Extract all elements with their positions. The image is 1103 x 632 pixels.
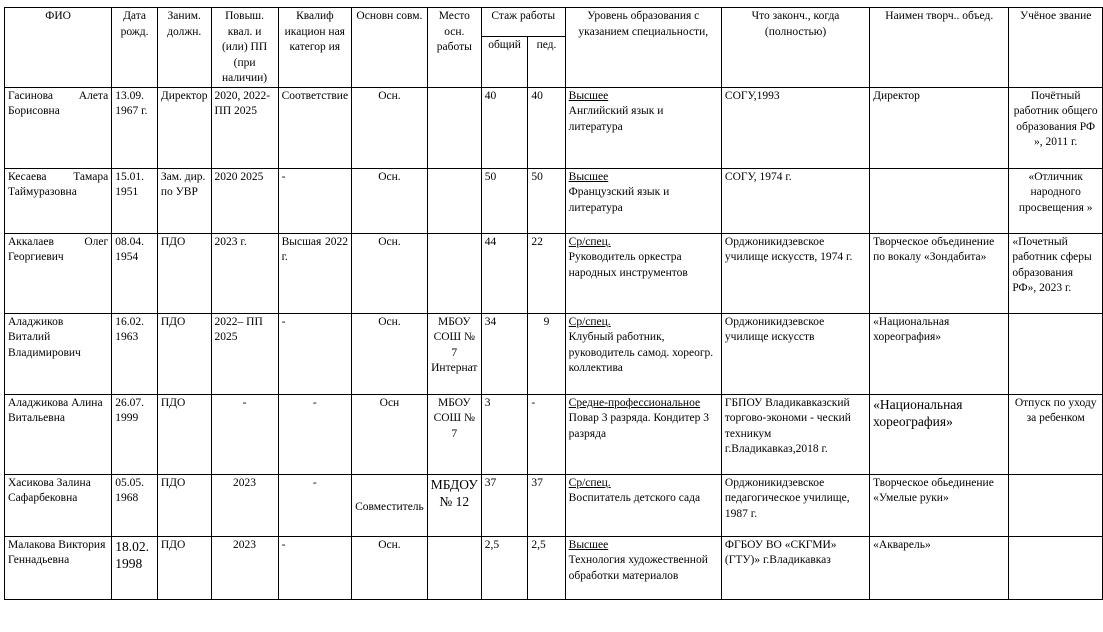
cell-qualification: 2020 2025 bbox=[211, 168, 278, 233]
cell-exp-ped: 22 bbox=[528, 233, 565, 313]
header-creative: Наимен творч.. объед. bbox=[870, 8, 1009, 88]
cell-birth: 15.01. 1951 bbox=[112, 168, 158, 233]
cell-education bbox=[565, 168, 721, 233]
cell-fio: Хасикова Залина Сафарбековна bbox=[5, 474, 112, 536]
cell-education bbox=[565, 394, 721, 474]
cell-exp-total: 3 bbox=[481, 394, 528, 474]
cell-main-part: Осн bbox=[352, 394, 428, 474]
table-row bbox=[5, 394, 1103, 474]
header-row bbox=[5, 8, 1103, 37]
cell-fio: Аладжикова Алина Витальевна bbox=[5, 394, 112, 474]
cell-main-part: Осн. bbox=[352, 168, 428, 233]
cell-education bbox=[565, 87, 721, 168]
cell-creative bbox=[870, 168, 1009, 233]
cell-graduated: СОГУ,1993 bbox=[721, 87, 869, 168]
cell-qualification: 2023 г. bbox=[211, 233, 278, 313]
header-main-part: Основн совм. bbox=[352, 8, 428, 88]
education-level: Ср/спец. bbox=[568, 315, 611, 328]
table-row bbox=[5, 233, 1103, 313]
cell-birth: 16.02. 1963 bbox=[112, 313, 158, 394]
cell-category: - bbox=[278, 168, 352, 233]
cell-exp-total: 2,5 bbox=[481, 536, 528, 599]
table-row bbox=[5, 474, 1103, 536]
cell-creative: «Акварель» bbox=[870, 536, 1009, 599]
cell-title bbox=[1009, 313, 1103, 394]
cell-title: Отпуск по уходу за ребенком bbox=[1009, 394, 1103, 474]
cell-fio: Гасинова Алета Борисовна bbox=[5, 87, 112, 168]
cell-creative: Директор bbox=[870, 87, 1009, 168]
education-specialty: Клубный работник, руководитель самод. хореогр. коллектива bbox=[568, 331, 714, 374]
cell-exp-total: 44 bbox=[481, 233, 528, 313]
table-row bbox=[5, 536, 1103, 599]
cell-position: Зам. дир. по УВР bbox=[157, 168, 211, 233]
cell-qualification: 2020, 2022-ПП 2025 bbox=[211, 87, 278, 168]
cell-exp-total: 40 bbox=[481, 87, 528, 168]
cell-creative: «Национальная хореография» bbox=[870, 394, 1009, 474]
cell-education bbox=[565, 313, 721, 394]
cell-exp-total: 34 bbox=[481, 313, 528, 394]
header-workplace: Место осн. работы bbox=[427, 8, 481, 88]
cell-main-part: Совместитель bbox=[352, 474, 428, 536]
cell-title bbox=[1009, 474, 1103, 536]
staff-document bbox=[4, 7, 1103, 600]
education-level: Высшее bbox=[568, 89, 609, 102]
cell-workplace: МБОУ СОШ № 7 bbox=[427, 394, 481, 474]
table-row bbox=[5, 168, 1103, 233]
cell-graduated: СОГУ, 1974 г. bbox=[721, 168, 869, 233]
cell-qualification: 2023 bbox=[211, 474, 278, 536]
education-level: Высшее bbox=[568, 538, 609, 551]
cell-position: ПДО bbox=[157, 474, 211, 536]
cell-exp-ped: - bbox=[528, 394, 565, 474]
cell-position: ПДО bbox=[157, 313, 211, 394]
header-experience: Стаж работы bbox=[481, 8, 565, 37]
cell-main-part: Осн. bbox=[352, 233, 428, 313]
cell-birth: 13.09. 1967 г. bbox=[112, 87, 158, 168]
cell-graduated: Орджоникидзевское педагогическое училище, 1987 г. bbox=[721, 474, 869, 536]
cell-category: Высшая 2022 г. bbox=[278, 233, 352, 313]
cell-birth: 08.04. 1954 bbox=[112, 233, 158, 313]
education-level: Ср/спец. bbox=[568, 476, 611, 489]
cell-birth: 18.02. 1998 bbox=[112, 536, 158, 599]
cell-main-part: Осн. bbox=[352, 536, 428, 599]
cell-exp-ped: 2,5 bbox=[528, 536, 565, 599]
education-specialty: Английский язык и литература bbox=[568, 105, 664, 133]
header-fio: ФИО bbox=[5, 8, 112, 88]
header-title: Учёное звание bbox=[1009, 8, 1103, 88]
cell-qualification: 2022– ПП 2025 bbox=[211, 313, 278, 394]
cell-position: Директор bbox=[157, 87, 211, 168]
cell-title: «Почетный работник сферы образования РФ», 2023 г. bbox=[1009, 233, 1103, 313]
cell-workplace bbox=[427, 87, 481, 168]
cell-position: ПДО bbox=[157, 394, 211, 474]
cell-main-part: Осн. bbox=[352, 313, 428, 394]
cell-education bbox=[565, 474, 721, 536]
education-level: Высшее bbox=[568, 170, 609, 183]
cell-title bbox=[1009, 536, 1103, 599]
education-specialty: Технология художественной обработки материалов bbox=[568, 554, 708, 582]
cell-exp-ped: 50 bbox=[528, 168, 565, 233]
cell-workplace bbox=[427, 536, 481, 599]
cell-category: Соответствие bbox=[278, 87, 352, 168]
cell-graduated: ФГБОУ ВО «СКГМИ» (ГТУ)» г.Владикавказ bbox=[721, 536, 869, 599]
cell-education bbox=[565, 536, 721, 599]
cell-creative: «Национальная хореография» bbox=[870, 313, 1009, 394]
education-level: Ср/спец. bbox=[568, 235, 611, 248]
cell-exp-total: 50 bbox=[481, 168, 528, 233]
cell-exp-ped: 40 bbox=[528, 87, 565, 168]
cell-fio: Аккалаев Олег Георгиевич bbox=[5, 233, 112, 313]
cell-fio: Малакова Виктория Геннадьевна bbox=[5, 536, 112, 599]
cell-category: - bbox=[278, 474, 352, 536]
cell-main-part: Осн. bbox=[352, 87, 428, 168]
header-exp-ped: пед. bbox=[528, 36, 565, 87]
education-specialty: Повар 3 разряда. Кондитер 3 разряда bbox=[568, 412, 709, 440]
header-qualification-upgrade: Повыш. квал. и (или) ПП (при наличии) bbox=[211, 8, 278, 88]
table-row bbox=[5, 87, 1103, 168]
staff-table bbox=[4, 7, 1103, 600]
cell-qualification: - bbox=[211, 394, 278, 474]
education-specialty: Французский язык и литература bbox=[568, 186, 670, 214]
cell-birth: 05.05. 1968 bbox=[112, 474, 158, 536]
header-position: Заним. должн. bbox=[157, 8, 211, 88]
cell-birth: 26.07. 1999 bbox=[112, 394, 158, 474]
education-level: Средне-профессиональное bbox=[568, 396, 701, 409]
header-birth: Дата рожд. bbox=[112, 8, 158, 88]
cell-fio: Аладжиков Виталий Владимирович bbox=[5, 313, 112, 394]
header-category: Квалиф икацион ная категор ия bbox=[278, 8, 352, 88]
cell-workplace: МБДОУ № 12 bbox=[427, 474, 481, 536]
cell-exp-ped: 9 bbox=[528, 313, 565, 394]
cell-graduated: Орджоникидзевское училище искусств, 1974 г. bbox=[721, 233, 869, 313]
cell-fio: Кесаева Тамара Таймуразовна bbox=[5, 168, 112, 233]
cell-title: «Отличник народного просвещения » bbox=[1009, 168, 1103, 233]
cell-graduated: ГБПОУ Владикавказский торгово-экономи - ческий техникум г.Владикавказ,2018 г. bbox=[721, 394, 869, 474]
cell-graduated: Орджоникидзевское училище искусств bbox=[721, 313, 869, 394]
education-specialty: Воспитатель детского сада bbox=[568, 492, 701, 504]
education-specialty: Руководитель оркестра народных инструментов bbox=[568, 251, 688, 279]
cell-workplace bbox=[427, 233, 481, 313]
cell-creative: Творческое объединение по вокалу «Зондабита» bbox=[870, 233, 1009, 313]
cell-category: - bbox=[278, 394, 352, 474]
cell-position: ПДО bbox=[157, 233, 211, 313]
cell-education bbox=[565, 233, 721, 313]
cell-workplace bbox=[427, 168, 481, 233]
header-exp-total: общий bbox=[481, 36, 528, 87]
cell-exp-ped: 37 bbox=[528, 474, 565, 536]
cell-category: - bbox=[278, 536, 352, 599]
cell-category: - bbox=[278, 313, 352, 394]
cell-title: Почётный работник общего образования РФ », 2011 г. bbox=[1009, 87, 1103, 168]
cell-position: ПДО bbox=[157, 536, 211, 599]
table-row bbox=[5, 313, 1103, 394]
header-graduated: Что законч., когда (полностью) bbox=[721, 8, 869, 88]
cell-workplace: МБОУ СОШ № 7 Интернат bbox=[427, 313, 481, 394]
cell-creative: Творческое обьединение «Умелые руки» bbox=[870, 474, 1009, 536]
header-education: Уровень образования с указанием специальности, bbox=[565, 8, 721, 88]
cell-qualification: 2023 bbox=[211, 536, 278, 599]
cell-exp-total: 37 bbox=[481, 474, 528, 536]
